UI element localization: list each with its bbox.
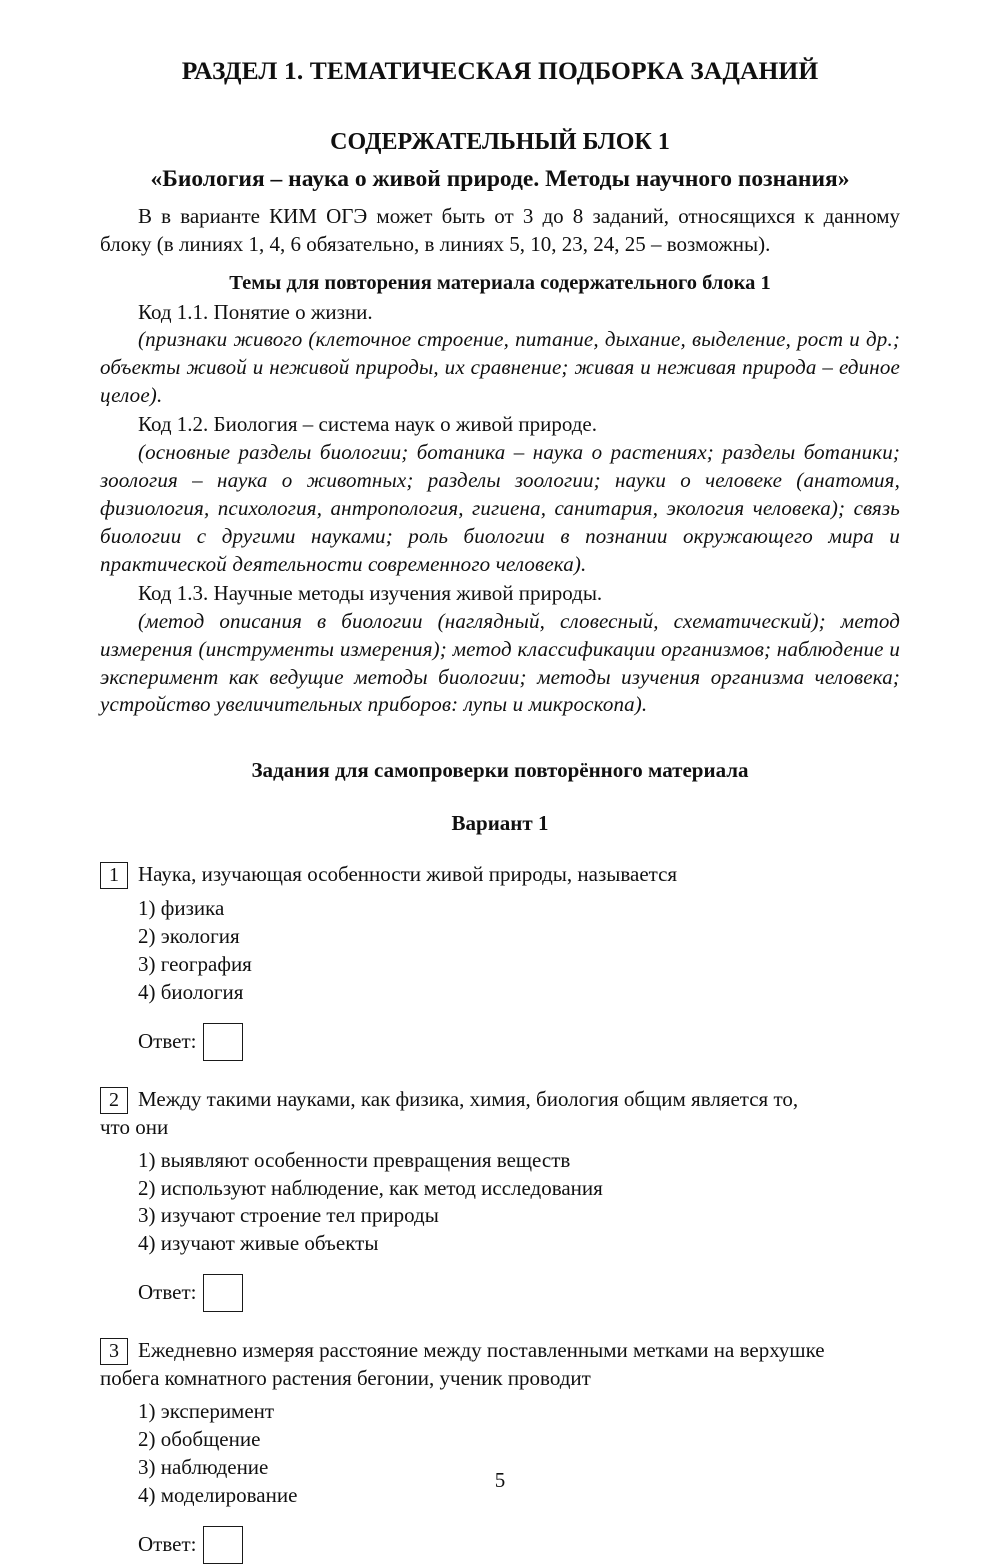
question-1-option-4[interactable]: 4) биология <box>138 979 244 1004</box>
question-2-answer-label: Ответ: <box>138 1280 197 1305</box>
page-content <box>100 56 900 1564</box>
intro-paragraph: В в варианте КИМ ОГЭ может быть от 3 до 8 заданий, относящихся к данному блоку (в линиях 1, 4, 6 обязательно, в линиях 5, 10, 23, 24, 25 – возможны). <box>100 204 900 256</box>
code-detail-1: (признаки живого (клеточное строение, питание, дыхание, выделение, рост и др.; объекты живой и неживой природы, их сравнение; живая и неживая природа – единое целое). <box>100 327 900 408</box>
question-1-answer-row <box>138 1023 900 1061</box>
question-3-stem-line1: Ежедневно измеряя расстояние между поставленными метками на верхушке <box>138 1337 825 1362</box>
question-2-option-4[interactable]: 4) изучают живые объекты <box>138 1230 379 1255</box>
page-number: 5 <box>494 1468 506 1492</box>
question-1-stem <box>138 860 900 888</box>
question-2-answer-box[interactable] <box>203 1274 243 1312</box>
question-1-option-1[interactable]: 1) физика <box>138 895 225 920</box>
question-3-option-1[interactable]: 1) эксперимент <box>138 1398 275 1423</box>
question-3-option-2[interactable]: 2) обобщение <box>138 1426 261 1451</box>
content-block-title: СОДЕРЖАТЕЛЬНЫЙ БЛОК 1 <box>330 129 670 156</box>
question-3-answer-box[interactable] <box>203 1526 243 1564</box>
section-title: РАЗДЕЛ 1. ТЕМАТИЧЕСКАЯ ПОДБОРКА ЗАДАНИЙ <box>181 56 819 85</box>
question-1-stem-line1: Наука, изучающая особенности живой природы, называется <box>138 861 678 886</box>
question-3-answer-row <box>138 1526 900 1564</box>
question-1-answer-box[interactable] <box>203 1023 243 1061</box>
question-2-stem-line2: что они <box>100 1114 169 1139</box>
question-3-answer-label: Ответ: <box>138 1532 197 1557</box>
question-3-stem <box>100 1336 900 1392</box>
question-2 <box>100 1085 900 1312</box>
question-2-option-1[interactable]: 1) выявляют особенности превращения веществ <box>138 1147 571 1172</box>
question-3-option-3[interactable]: 3) наблюдение <box>138 1454 269 1479</box>
question-3-option-4[interactable]: 4) моделирование <box>138 1482 298 1507</box>
code-detail-2: (основные разделы биологии; ботаника – наука о растениях; разделы ботаники; зоология – наука о животных; разделы зоологии; науки о человеке (анатомия, физиология, психология, антропология, гигиена, санитария, экология человека); связь биологии с другими науками; роль биологии в познании окружающего мира и практической деятельности современного человека). <box>100 440 900 576</box>
question-1-options <box>138 895 900 1007</box>
code-detail-3: (метод описания в биологии (наглядный, словесный, схематический); метод измерения (инструменты измерения); метод классификации организмов; наблюдение и эксперимент как ведущие методы биологии; методы изучения организма человека; устройство увеличительных приборов: лупы и микроскопа). <box>100 608 900 717</box>
question-3 <box>100 1336 900 1564</box>
question-2-answer-row <box>138 1274 900 1312</box>
code-title-3: Код 1.3. Научные методы изучения живой природы. <box>138 580 603 605</box>
question-3-head <box>100 1336 900 1392</box>
content-block-subtitle: «Биология – наука о живой природе. Методы научного познания» <box>150 165 850 192</box>
question-3-stem-line2: побега комнатного растения бегонии, ученик проводит <box>100 1365 591 1390</box>
question-2-option-3[interactable]: 3) изучают строение тел природы <box>138 1203 439 1228</box>
code-title-2: Код 1.2. Биология – система наук о живой природе. <box>138 412 597 437</box>
question-2-number: 2 <box>100 1087 128 1114</box>
question-2-stem-line1: Между такими науками, как физика, химия, биология общим является то, <box>138 1086 799 1111</box>
question-2-head <box>100 1085 900 1141</box>
code-title-1: Код 1.1. Понятие о жизни. <box>138 299 373 324</box>
question-1-option-2[interactable]: 2) экология <box>138 923 240 948</box>
question-1 <box>100 860 900 1061</box>
topics-heading: Темы для повторения материала содержательного блока 1 <box>229 271 771 294</box>
question-1-option-3[interactable]: 3) география <box>138 951 252 976</box>
question-2-option-2[interactable]: 2) используют наблюдение, как метод исследования <box>138 1175 603 1200</box>
variant-heading: Вариант 1 <box>451 810 549 835</box>
question-1-head <box>100 860 900 889</box>
selfcheck-heading: Задания для самопроверки повторённого материала <box>251 758 749 783</box>
question-2-options <box>138 1147 900 1258</box>
question-1-answer-label: Ответ: <box>138 1029 197 1054</box>
question-1-number: 1 <box>100 862 128 889</box>
question-3-number: 3 <box>100 1338 128 1365</box>
question-2-stem <box>100 1085 900 1141</box>
